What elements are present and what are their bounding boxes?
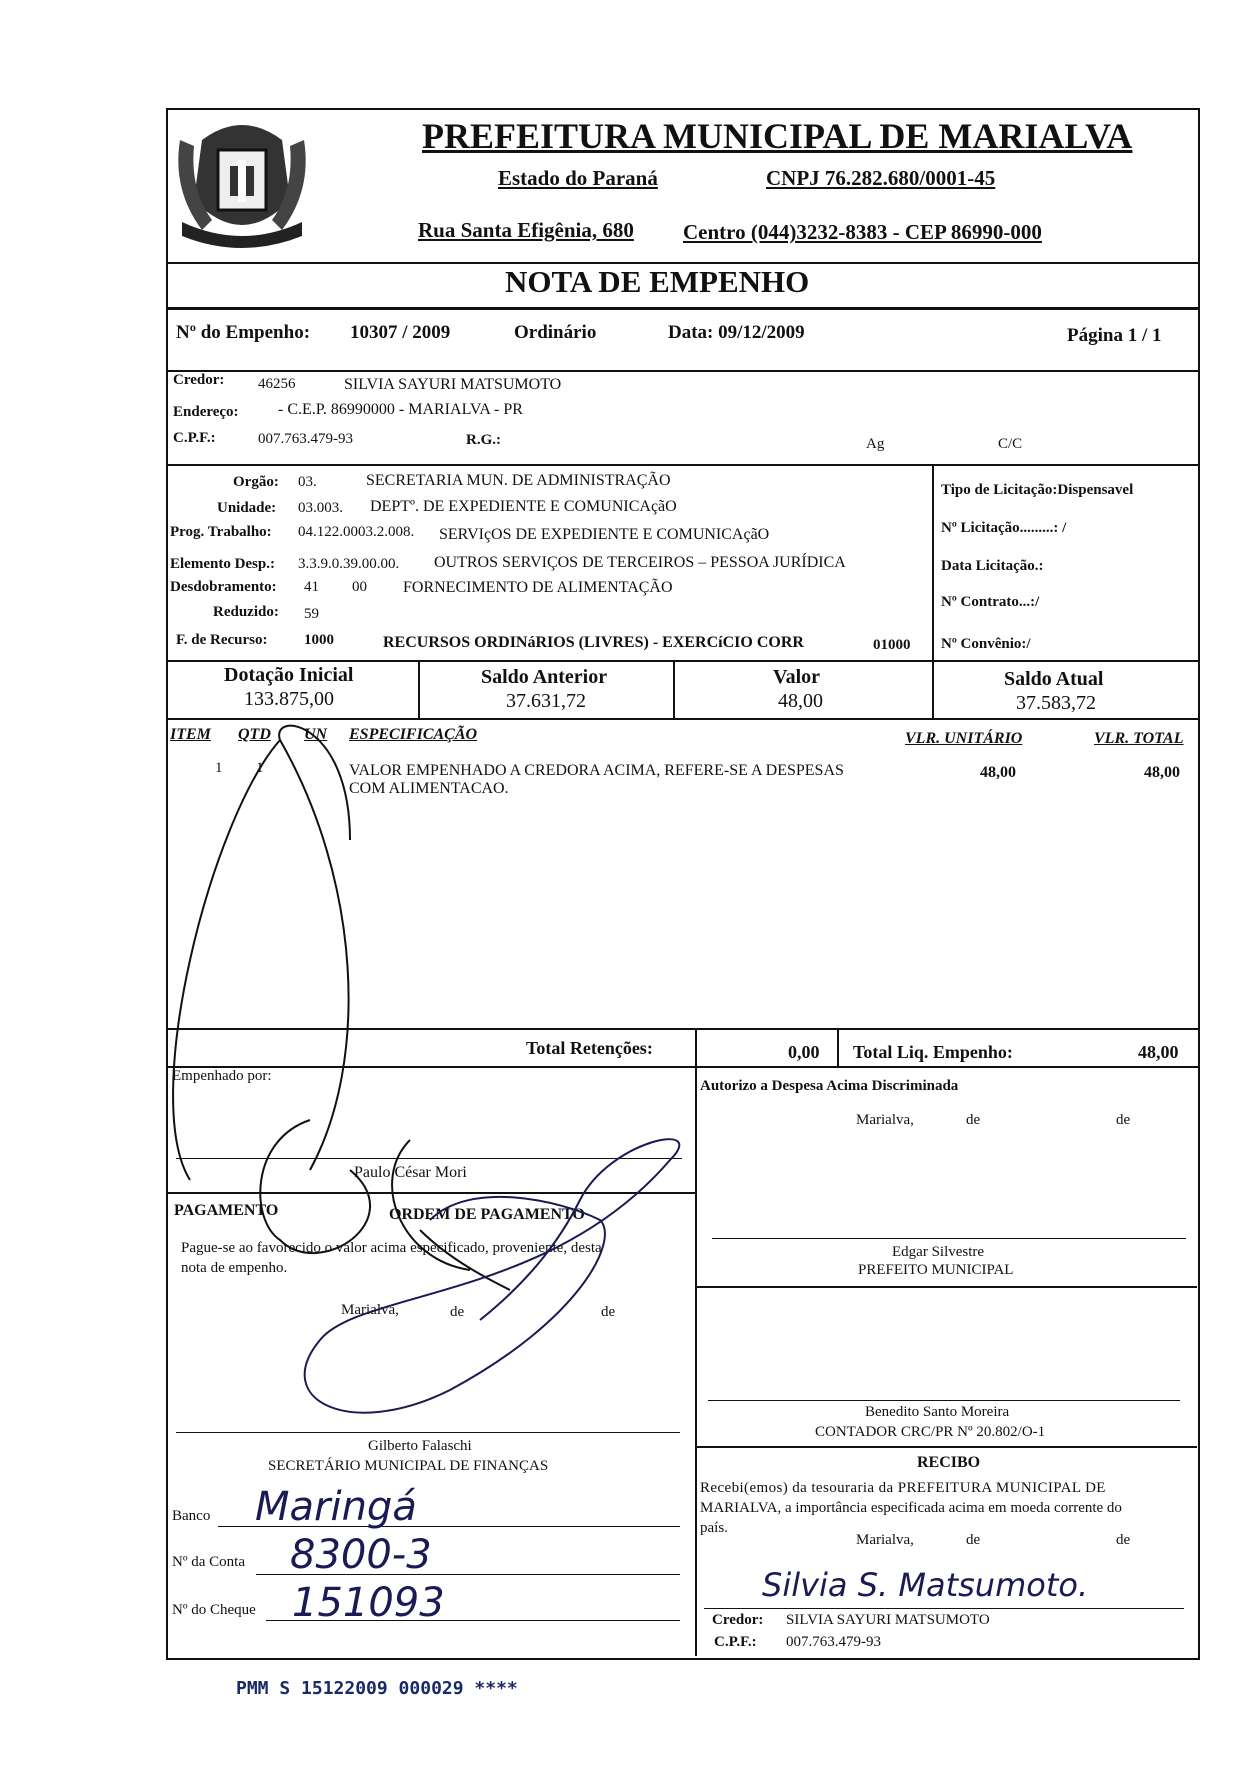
secretario-title: SECRETÁRIO MUNICIPAL DE FINANÇAS [268,1458,549,1474]
saldo-atual-label: Saldo Atual [1004,668,1104,690]
prog-code: 04.122.0003.2.008. [298,524,415,540]
recurso-code2: 01000 [873,637,911,653]
orgao-code: 03. [298,474,317,490]
orgao-name: SECRETARIA MUN. DE ADMINISTRAÇÃO [366,472,671,489]
item-desc-line1: VALOR EMPENHADO A CREDORA ACIMA, REFERE-SE A DESPESAS [349,762,844,779]
pagamento-de2: de [601,1304,616,1320]
prog-name: SERVIçOS DE EXPEDIENTE E COMUNICAçãO [439,526,770,543]
autorizo-label: Autorizo a Despesa Acima Discriminada [700,1078,959,1094]
item-unit-value: 48,00 [980,764,1016,781]
ordem-pagamento-title: ORDEM DE PAGAMENTO [389,1206,585,1223]
cnpj: CNPJ 76.282.680/0001-45 [766,166,996,190]
secretario-name: Gilberto Falaschi [368,1438,472,1454]
recibo-label: RECIBO [917,1454,981,1471]
col-vlr-total: VLR. TOTAL [1094,730,1184,747]
recibo-de2: de [1116,1532,1131,1548]
signature-strokes [150,700,710,1480]
saldo-anterior-label: Saldo Anterior [481,666,608,688]
banco-value: Maringá [255,1484,417,1530]
municipality-title: PREFEITURA MUNICIPAL DE MARIALVA [422,116,1133,156]
recibo-de1: de [966,1532,981,1548]
item-total-value: 48,00 [1144,764,1180,781]
item-number: 1 [215,760,223,776]
empenhado-label: Empenhado por: [172,1068,272,1084]
col-item: ITEM [170,726,211,743]
credor-signature: Silvia S. Matsumoto. [762,1566,1089,1604]
col-vlr-unitario: VLR. UNITÁRIO [905,730,1023,747]
recurso-code: 1000 [304,632,334,648]
elemento-label: Elemento Desp.: [170,556,275,572]
recibo-cpf-label: C.P.F.: [714,1634,757,1650]
licitacao-tipo: Tipo de Licitação:Dispensavel [941,482,1134,498]
desdobramento-code1: 41 [304,579,319,595]
credor-address: - C.E.P. 86990000 - MARIALVA - PR [278,401,523,418]
ag-label: Ag [866,436,885,452]
desdobramento-code2: 00 [352,579,367,595]
liquido-label: Total Liq. Empenho: [853,1042,1013,1062]
recibo-credor-label: Credor: [712,1612,764,1628]
conta-label: Nº da Conta [172,1554,245,1570]
elemento-name: OUTROS SERVIÇOS DE TERCEIROS – PESSOA JURÍDICA [434,554,846,571]
address-label: Endereço: [173,404,239,420]
dotacao-value: 133.875,00 [244,688,334,710]
empenho-label: Nº do Empenho: [176,322,311,343]
municipal-coat-of-arms [172,110,312,254]
credor-name: SILVIA SAYURI MATSUMOTO [344,376,562,393]
empenho-type: Ordinário [514,322,597,343]
credor-label: Credor: [173,372,225,388]
pagamento-text-line2: nota de empenho. [181,1260,288,1276]
autorizo-place: Marialva, [856,1112,914,1128]
item-desc-line2: COM ALIMENTACAO. [349,780,509,797]
licitacao-data: Data Licitação.: [941,558,1044,574]
liquido-value: 48,00 [1138,1042,1179,1062]
col-especificacao: ESPECIFICAÇÃO [349,726,478,743]
retencoes-value: 0,00 [788,1042,820,1062]
prefeito-title: PREFEITO MUNICIPAL [858,1262,1014,1278]
recurso-label: F. de Recurso: [176,632,268,648]
cpf-label: C.P.F.: [173,430,216,446]
contador-name: Benedito Santo Moreira [865,1404,1010,1420]
col-qtd: QTD [238,726,271,743]
credor-cpf: 007.763.479-93 [258,431,353,447]
street-address: Rua Santa Efigênia, 680 [418,218,634,242]
empenho-date: Data: 09/12/2009 [668,322,805,343]
recurso-name: RECURSOS ORDINáRIOS (LIVRES) - EXERCíCIO CORR [383,634,804,651]
col-un: UN [304,726,328,743]
pagamento-text-line1: Pague-se ao favorecido o valor acima especificado, proveniente, desta [181,1240,602,1256]
desdobramento-name: FORNECIMENTO DE ALIMENTAÇÃO [403,579,673,596]
item-qtd: 1 [256,760,264,776]
autorizo-de1: de [966,1112,981,1128]
orgao-label: Orgão: [233,474,279,490]
recibo-text-line3: país. [700,1520,728,1536]
unidade-name: DEPTº. DE EXPEDIENTE E COMUNICAçãO [370,498,677,515]
elemento-code: 3.3.9.0.39.00.00. [298,556,400,572]
licitacao-convenio: Nº Convênio:/ [941,636,1031,652]
unidade-label: Unidade: [217,500,277,516]
pagamento-place: Marialva, [341,1302,399,1318]
banco-label: Banco [172,1508,211,1524]
valor-label: Valor [773,666,821,688]
cc-label: C/C [998,436,1023,452]
autorizo-de2: de [1116,1112,1131,1128]
pagamento-label: PAGAMENTO [174,1202,279,1219]
desdobramento-label: Desdobramento: [170,579,277,595]
rg-label: R.G.: [466,432,501,448]
unidade-code: 03.003. [298,500,343,516]
empenho-number: 10307 / 2009 [350,322,451,343]
prog-label: Prog. Trabalho: [170,524,272,540]
cheque-value: 151093 [292,1580,445,1626]
recibo-cpf-value: 007.763.479-93 [786,1634,881,1650]
recibo-text-line1: Recebi(emos) da tesouraria da PREFEITURA MUNICIPAL DE [700,1480,1106,1496]
state-name: Estado do Paraná [498,166,658,190]
conta-value: 8300-3 [290,1532,432,1578]
page-number: Página 1 / 1 [1067,325,1162,346]
licitacao-numero: Nº Licitação.........: / [941,520,1067,536]
recibo-credor-name: SILVIA SAYURI MATSUMOTO [786,1612,990,1628]
pagamento-de1: de [450,1304,465,1320]
contact-info: Centro (044)3232-8383 - CEP 86990-000 [683,220,1042,244]
dotacao-label: Dotação Inicial [224,664,354,686]
recibo-place: Marialva, [856,1532,914,1548]
prefeito-name: Edgar Silvestre [892,1244,985,1260]
document-title: NOTA DE EMPENHO [505,264,810,299]
reduzido-value: 59 [304,606,319,622]
licitacao-contrato: Nº Contrato...:/ [941,594,1040,610]
saldo-anterior-value: 37.631,72 [506,690,586,712]
footer-stamp: PMM S 15122009 000029 **** [236,1678,518,1699]
contador-title: CONTADOR CRC/PR Nº 20.802/O-1 [815,1424,1046,1440]
credor-code: 46256 [258,376,296,392]
reduzido-label: Reduzido: [213,604,279,620]
saldo-atual-value: 37.583,72 [1016,692,1096,714]
cheque-label: Nº do Cheque [172,1602,256,1618]
recibo-text-line2: MARIALVA, a importância especificada acima em moeda corrente do [700,1500,1122,1516]
empenhado-name: Paulo César Mori [354,1164,467,1181]
valor-value: 48,00 [778,690,823,712]
retencoes-label: Total Retenções: [526,1038,653,1058]
